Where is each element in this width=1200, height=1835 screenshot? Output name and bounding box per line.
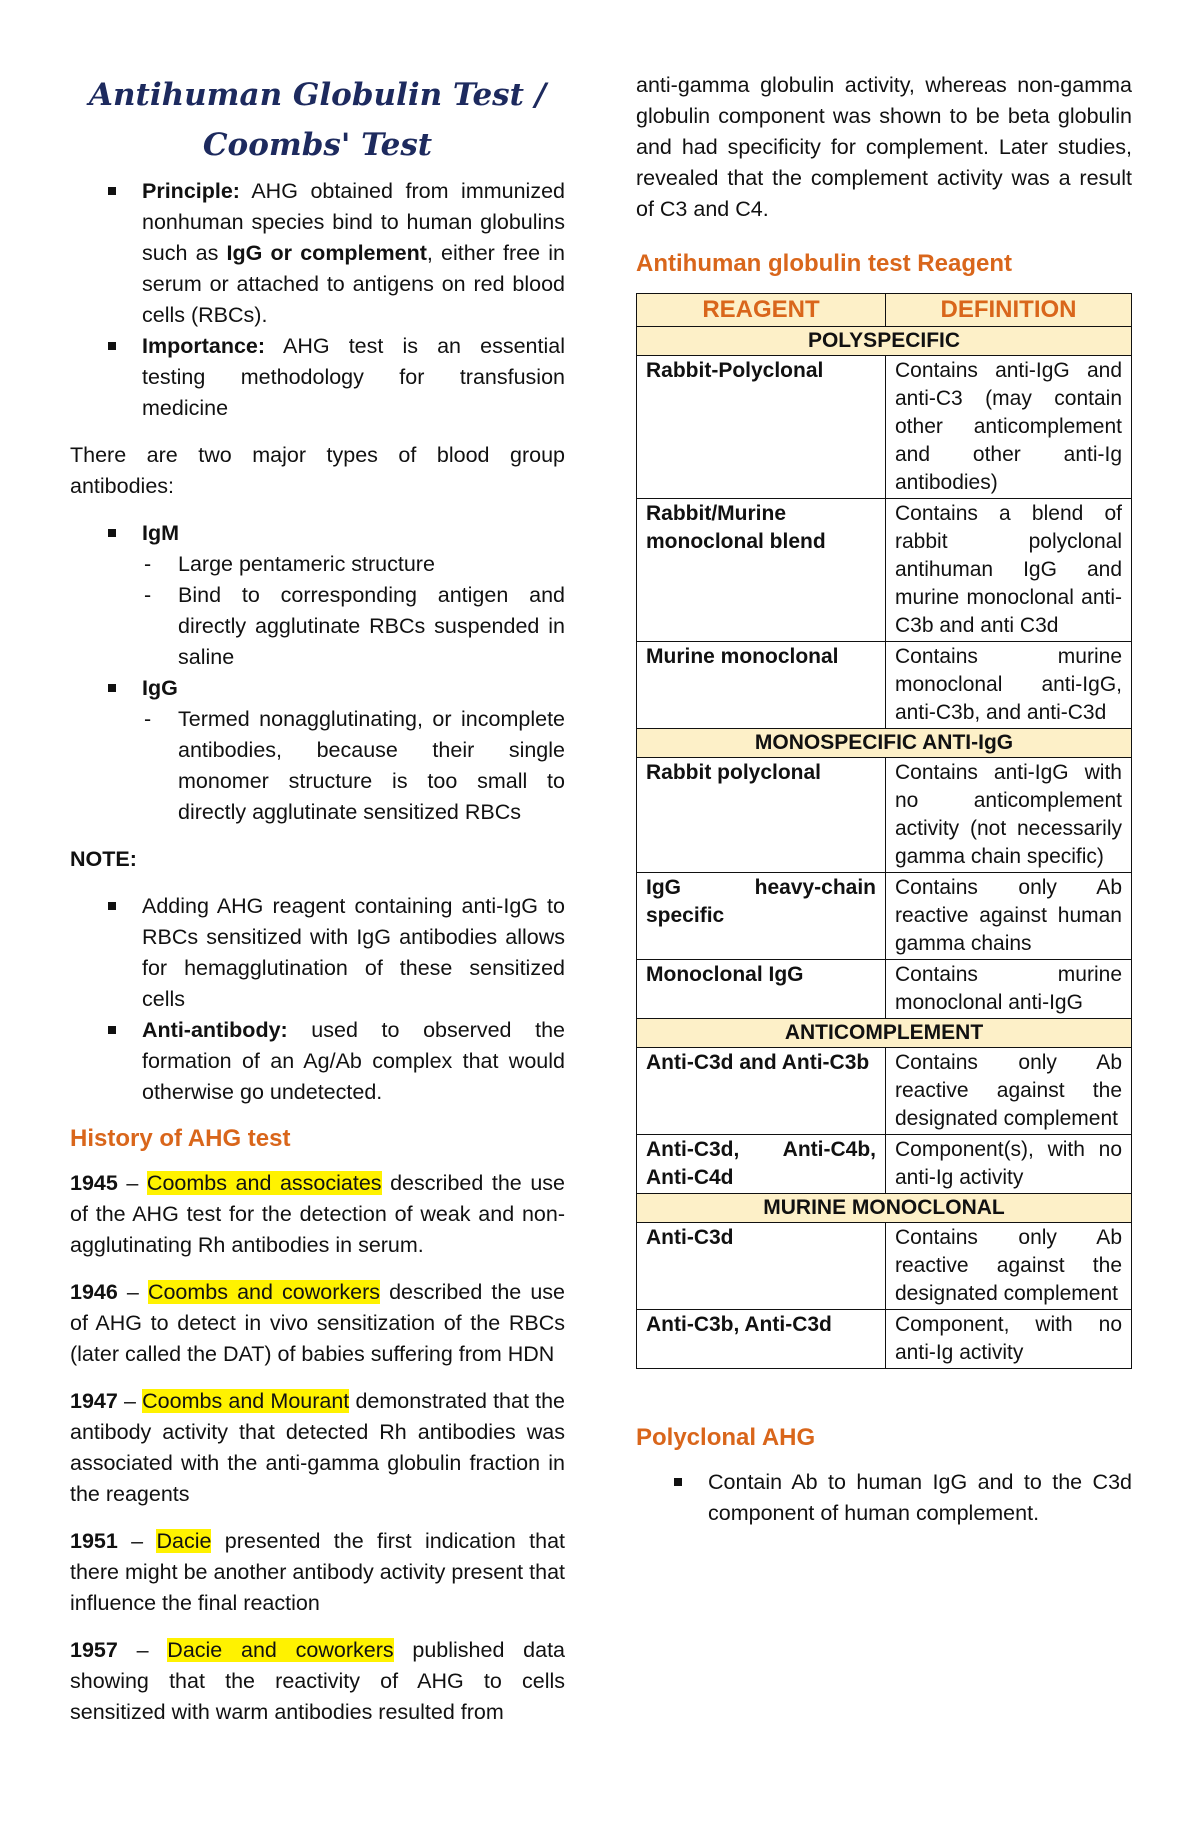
definition-cell: Contains anti-IgG and anti-C3 (may contain other anticomplement and other anti-Ig antibodies): [886, 356, 1132, 499]
history-sep: –: [117, 1638, 168, 1662]
antibody-types-list: [70, 518, 565, 828]
section-row: [637, 1019, 1132, 1048]
definition-cell: Contains only Ab reactive against the designated complement: [886, 1048, 1132, 1135]
history-text: described the use of the AHG test for the detection of weak and non-agglutinating Rh antibodies in serum.: [70, 1171, 565, 1257]
history-entry: [70, 1168, 565, 1261]
reagent-heading: Antihuman globulin test Reagent: [636, 250, 1012, 277]
section-row: [637, 1194, 1132, 1223]
importance-label: Importance:: [142, 334, 266, 358]
reagent-cell: Murine monoclonal: [637, 642, 886, 729]
table-row: [637, 499, 1132, 642]
history-year: 1951: [70, 1529, 118, 1553]
column-header-reagent: REAGENT: [637, 294, 886, 327]
history-year: 1947: [70, 1389, 118, 1413]
reagent-cell: Rabbit/Murine monoclonal blend: [637, 499, 886, 642]
note-label: NOTE:: [70, 847, 137, 871]
history-entry: [70, 1277, 565, 1370]
history-sep: –: [117, 1171, 147, 1195]
history-name: Coombs and associates: [146, 1171, 382, 1195]
history-sep: –: [117, 1529, 157, 1553]
polyclonal-heading: Polyclonal AHG: [636, 1424, 816, 1451]
igm-label: IgM: [142, 521, 180, 545]
reagent-cell: Anti-C3d, Anti-C4b, Anti-C4d: [637, 1135, 886, 1194]
history-text: demonstrated that the antibody activity that detected Rh antibodies was associated with the anti-gamma globulin fraction in the reagents: [70, 1389, 566, 1506]
history-text: described the use of AHG to detect in vivo sensitization of the RBCs (later called the DAT) of babies suffering from HDN: [70, 1280, 565, 1366]
reagent-cell: Anti-C3d and Anti-C3b: [637, 1048, 886, 1135]
principle-item: [70, 176, 565, 331]
table-row: [637, 1135, 1132, 1194]
principle-bold: IgG or complement: [226, 241, 427, 265]
table-row: [637, 873, 1132, 960]
page-title: Antihuman Globulin Test / Coombs' Test: [88, 77, 547, 163]
polyclonal-list: [636, 1467, 1132, 1529]
anti-antibody-label: Anti-antibody:: [142, 1018, 288, 1042]
definition-cell: Component, with no anti-Ig activity: [886, 1310, 1132, 1369]
definition-cell: Contains a blend of rabbit polyclonal antihuman IgG and murine monoclonal anti-C3b and anti C3d: [886, 499, 1132, 642]
history-sep: –: [117, 1280, 148, 1304]
section-title: ANTICOMPLEMENT: [637, 1019, 1132, 1048]
definition-cell: Contains anti-IgG with no anticomplement activity (not necessarily gamma chain specific): [886, 758, 1132, 873]
right-column: [636, 70, 1132, 1529]
table-row: [637, 960, 1132, 1019]
history-sep: –: [117, 1389, 143, 1413]
definition-cell: Component(s), with no anti-Ig activity: [886, 1135, 1132, 1194]
note-list: [70, 891, 565, 1108]
history-entry: [70, 1526, 565, 1619]
definition-cell: Contains only Ab reactive against the designated complement: [886, 1223, 1132, 1310]
history-name: Dacie and coworkers: [167, 1638, 394, 1662]
principle-label: Principle:: [142, 179, 240, 203]
reagent-cell: Rabbit-Polyclonal: [637, 356, 886, 499]
history-entry: [70, 1386, 565, 1510]
section-row: [637, 327, 1132, 356]
igg-points: [142, 704, 565, 828]
table-row: [637, 1310, 1132, 1369]
importance-item: [70, 331, 565, 424]
table-row: [637, 1048, 1132, 1135]
reagent-cell: Monoclonal IgG: [637, 960, 886, 1019]
reagent-cell: Anti-C3b, Anti-C3d: [637, 1310, 886, 1369]
table-row: [637, 642, 1132, 729]
principle-text-1: AHG obtained from immunized nonhuman species bind to human globulins such as: [142, 179, 565, 265]
reagent-cell: Anti-C3d: [637, 1223, 886, 1310]
principle-text-2: , either free in serum or attached to antigens on red blood cells (RBCs).: [142, 241, 565, 327]
importance-text: AHG test is an essential testing methodology for transfusion medicine: [142, 334, 565, 420]
definition-cell: Contains murine monoclonal anti-IgG: [886, 960, 1132, 1019]
reagent-cell: Rabbit polyclonal: [637, 758, 886, 873]
history-year: 1946: [70, 1280, 118, 1304]
history-entry: [70, 1635, 565, 1728]
table-header-row: [637, 294, 1132, 327]
section-title: POLYSPECIFIC: [637, 327, 1132, 356]
section-row: [637, 729, 1132, 758]
history-continuation: anti-gamma globulin activity, whereas non-gamma globulin component was shown to be beta globulin and had specificity for complement. Later studies, revealed that the complement activity was a result of C3 and C4.: [636, 73, 1132, 221]
history-year: 1957: [70, 1638, 118, 1662]
polyclonal-item: Contain Ab to human IgG and to the C3d component of human complement.: [636, 1467, 1132, 1529]
reagent-cell: IgG heavy-chain specific: [637, 873, 886, 960]
igm-item: [70, 518, 565, 673]
note-item: Adding AHG reagent containing anti-IgG to RBCs sensitized with IgG antibodies allows for hemagglutination of these sensitized cells: [70, 891, 565, 1015]
history-year: 1945: [70, 1171, 118, 1195]
section-title: MURINE MONOCLONAL: [637, 1194, 1132, 1223]
igm-points: [142, 549, 565, 673]
history-heading: History of AHG test: [70, 1125, 291, 1152]
history-name: Coombs and Mourant: [142, 1389, 350, 1413]
column-header-definition: DEFINITION: [886, 294, 1132, 327]
igg-point: - Termed nonagglutinating, or incomplete antibodies, because their single monomer structure is too small to directly agglutinate sensitized RBCs: [142, 704, 565, 828]
igg-label: IgG: [142, 676, 178, 700]
history-name: Coombs and coworkers: [147, 1280, 380, 1304]
reagent-table: [636, 293, 1132, 1369]
history-text: published data showing that the reactivity of AHG to cells sensitized with warm antibodies resulted from: [70, 1638, 565, 1724]
igm-point: - Bind to corresponding antigen and directly agglutinate RBCs suspended in saline: [142, 580, 565, 673]
left-column: [70, 70, 565, 1744]
igm-point: - Large pentameric structure: [142, 549, 565, 580]
history-name: Dacie: [156, 1529, 212, 1553]
section-title: MONOSPECIFIC ANTI-IgG: [637, 729, 1132, 758]
history-text: presented the first indication that there might be another antibody activity present that influence the final reaction: [70, 1529, 565, 1615]
table-row: [637, 356, 1132, 499]
principle-list: [70, 176, 565, 424]
table-row: [637, 758, 1132, 873]
intro-text: There are two major types of blood group antibodies:: [70, 443, 565, 498]
definition-cell: Contains only Ab reactive against human gamma chains: [886, 873, 1132, 960]
igg-item: [70, 673, 565, 828]
definition-cell: Contains murine monoclonal anti-IgG, anti-C3b, and anti-C3d: [886, 642, 1132, 729]
anti-antibody-text: used to observed the formation of an Ag/Ab complex that would otherwise go undetected.: [142, 1018, 565, 1104]
table-row: [637, 1223, 1132, 1310]
note-item: [70, 1015, 565, 1108]
